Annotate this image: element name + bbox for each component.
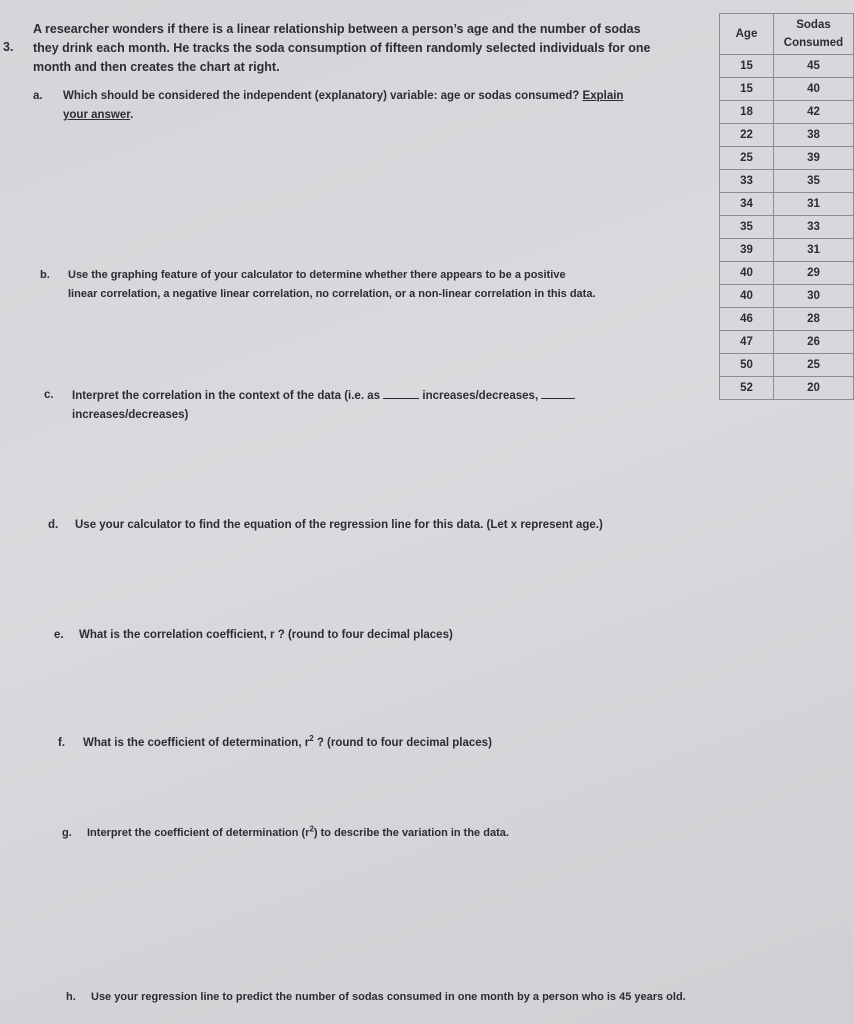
table-row: [720, 331, 854, 354]
age-cell: 52: [720, 377, 774, 400]
age-cell: 15: [720, 78, 774, 101]
part-b: [40, 266, 710, 304]
age-cell: 22: [720, 124, 774, 147]
part-a-period: .: [130, 109, 134, 121]
part-f: [58, 734, 698, 753]
part-c-blank-2[interactable]: [541, 386, 575, 399]
table-row: [720, 170, 854, 193]
age-cell: 46: [720, 308, 774, 331]
part-h-text: Use your regression line to predict the number of sodas consumed in one month by a person who is 45 years old.: [91, 991, 686, 1003]
sodas-cell: 45: [774, 55, 854, 78]
table-row: [720, 262, 854, 285]
sodas-cell: 39: [774, 147, 854, 170]
part-d-label: d.: [48, 519, 59, 531]
intro-line-3: month and then creates the chart at right.: [33, 60, 280, 74]
age-cell: 40: [720, 262, 774, 285]
table-row: [720, 239, 854, 262]
sodas-cell: 35: [774, 170, 854, 193]
part-c-line-2: increases/decreases): [72, 409, 189, 421]
part-b-line-1: Use the graphing feature of your calculator to determine whether there appears to be a positive: [68, 269, 566, 281]
part-g-text-2: ) to describe the variation in the data.: [313, 827, 509, 839]
age-cell: 34: [720, 193, 774, 216]
part-c-label: c.: [44, 389, 54, 401]
table-row: [720, 78, 854, 101]
sodas-cell: 33: [774, 216, 854, 239]
sodas-header-line-2: Consumed: [783, 37, 844, 49]
part-e: [54, 626, 694, 645]
sodas-cell: 26: [774, 331, 854, 354]
part-b-line-2: linear correlation, a negative linear correlation, no correlation, or a non-linear correlation in this data.: [68, 288, 596, 300]
age-cell: 50: [720, 354, 774, 377]
part-e-text: What is the correlation coefficient, r ? (round to four decimal places): [79, 629, 453, 641]
part-a-explain: Explain: [582, 90, 624, 102]
table-row: [720, 124, 854, 147]
part-c-blank-1[interactable]: [383, 386, 419, 399]
question-number: 3.: [3, 40, 14, 54]
table-header-row: [720, 14, 854, 55]
table-row: [720, 55, 854, 78]
part-f-label: f.: [58, 737, 66, 749]
age-cell: 47: [720, 331, 774, 354]
age-sodas-table: [719, 13, 854, 400]
part-h: [66, 988, 806, 1007]
question-intro: [33, 20, 703, 77]
part-f-text-1: What is the coefficient of determination, r: [83, 737, 310, 749]
part-a-label: a.: [33, 90, 43, 102]
sodas-cell: 30: [774, 285, 854, 308]
sodas-cell: 42: [774, 101, 854, 124]
age-cell: 40: [720, 285, 774, 308]
sodas-cell: 31: [774, 239, 854, 262]
sodas-cell: 38: [774, 124, 854, 147]
age-cell: 15: [720, 55, 774, 78]
sodas-cell: 29: [774, 262, 854, 285]
table-row: [720, 216, 854, 239]
part-d-text: Use your calculator to find the equation of the regression line for this data. (Let x represent age.): [75, 519, 603, 531]
table-row: [720, 193, 854, 216]
table-row: [720, 285, 854, 308]
table-row: [720, 377, 854, 400]
table-row: [720, 101, 854, 124]
age-cell: 39: [720, 239, 774, 262]
part-c: [44, 386, 704, 425]
sodas-cell: 28: [774, 308, 854, 331]
intro-line-2: they drink each month. He tracks the soda consumption of fifteen randomly selected individuals for one: [33, 41, 651, 55]
sodas-consumed-header: [774, 14, 854, 55]
age-cell: 25: [720, 147, 774, 170]
sodas-cell: 20: [774, 377, 854, 400]
table-row: [720, 354, 854, 377]
table-row: [720, 147, 854, 170]
part-c-text-1: Interpret the correlation in the context of the data (i.e. as: [72, 390, 380, 402]
part-g-label: g.: [62, 827, 72, 839]
part-c-text-2: increases/decreases,: [422, 390, 539, 402]
part-d: [48, 516, 708, 535]
part-g-text-1: Interpret the coefficient of determination (r: [87, 827, 310, 839]
age-header: Age: [720, 14, 774, 55]
age-cell: 18: [720, 101, 774, 124]
table-row: [720, 308, 854, 331]
part-a-your-answer: your answer: [63, 109, 131, 121]
part-h-label: h.: [66, 991, 76, 1003]
sodas-header-line-1: Sodas: [796, 19, 831, 31]
intro-line-1: A researcher wonders if there is a linear relationship between a person’s age and the number of sodas: [33, 22, 641, 36]
sodas-cell: 25: [774, 354, 854, 377]
part-g: [62, 824, 702, 843]
age-cell: 33: [720, 170, 774, 193]
part-b-label: b.: [40, 269, 50, 281]
sodas-cell: 40: [774, 78, 854, 101]
part-a: [33, 87, 713, 125]
age-cell: 35: [720, 216, 774, 239]
part-g-superscript: 2: [309, 824, 314, 834]
part-f-text-2: ? (round to four decimal places): [313, 737, 492, 749]
part-a-text: Which should be considered the independent (explanatory) variable: age or sodas consumed?: [63, 90, 580, 102]
sodas-cell: 31: [774, 193, 854, 216]
part-f-superscript: 2: [309, 734, 314, 744]
part-e-label: e.: [54, 629, 64, 641]
